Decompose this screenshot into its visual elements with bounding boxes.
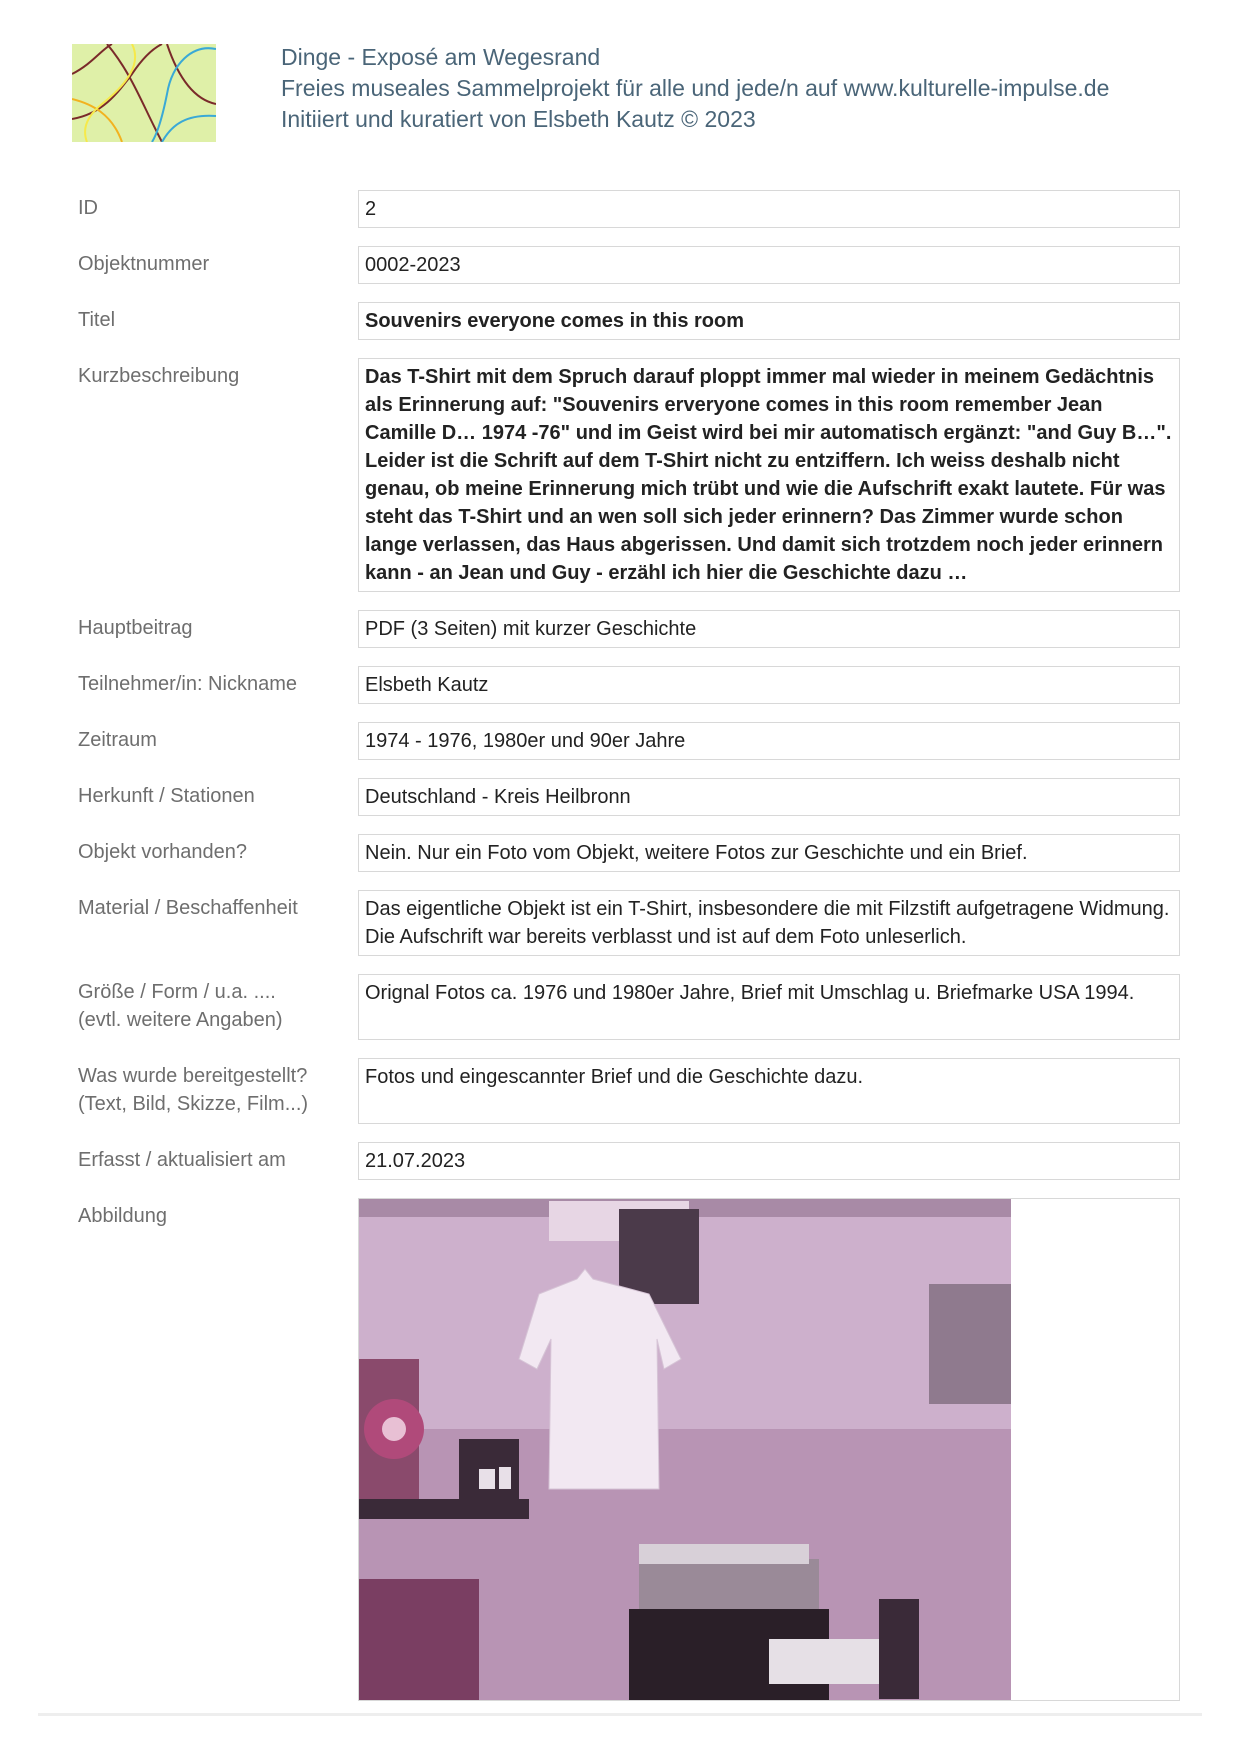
header-subtitle: Freies museales Sammelprojekt für alle und jede/n auf www.kulturelle-impulse.de xyxy=(281,75,1110,101)
label-zeitraum: Zeitraum xyxy=(78,729,157,751)
label-herkunft: Herkunft / Stationen xyxy=(78,785,255,807)
value-titel: Souvenirs everyone comes in this room xyxy=(358,302,1180,340)
value-erfasst: 21.07.2023 xyxy=(358,1142,1180,1180)
label-kurzbeschreibung: Kurzbeschreibung xyxy=(78,365,240,387)
row-zeitraum xyxy=(78,722,1198,760)
row-herkunft xyxy=(78,778,1198,816)
row-nickname xyxy=(78,666,1198,704)
label-bereitgestellt-main: Was wurde bereitgestellt? xyxy=(78,1065,308,1087)
row-objektnummer xyxy=(78,246,1198,284)
row-titel xyxy=(78,302,1198,340)
value-hauptbeitrag: PDF (3 Seiten) mit kurzer Geschichte xyxy=(358,610,1180,648)
image-frame xyxy=(358,1198,1180,1701)
row-erfasst xyxy=(78,1142,1198,1180)
label-nickname: Teilnehmer/in: Nickname xyxy=(78,673,297,695)
value-id: 2 xyxy=(358,190,1180,228)
project-logo xyxy=(72,44,216,142)
page-header xyxy=(72,40,1172,150)
label-bereitgestellt xyxy=(78,1058,358,1118)
label-abbildung: Abbildung xyxy=(78,1205,167,1227)
label-id: ID xyxy=(78,197,98,219)
value-zeitraum: 1974 - 1976, 1980er und 90er Jahre xyxy=(358,722,1180,760)
value-vorhanden: Nein. Nur ein Foto vom Objekt, weitere Fotos zur Geschichte und ein Brief. xyxy=(358,834,1180,872)
value-objektnummer: 0002-2023 xyxy=(358,246,1180,284)
value-kurzbeschreibung: Das T-Shirt mit dem Spruch darauf ploppt immer mal wieder in meinem Gedächtnis als Erinnerung auf: "Souvenirs erveryone comes in this room remember Jean Camille D… 1974 -76" und im Geist wird bei mir automatisch ergänzt: "and Guy B…". Leider ist die Schrift auf dem T-Shirt nicht zu entziffern. Ich weiss deshalb nicht genau, ob meine Erinnerung mich trübt und wie die Aufschrift exakt lautete. Für was steht das T-Shirt und an wen soll sich jeder erinnern? Das Zimmer wurde schon lange verlassen, das Haus abgerissen. Und damit sich trotzdem noch jeder erinnern kann - an Jean und Guy - erzähl ich hier die Geschichte dazu … xyxy=(358,358,1180,592)
row-abbildung xyxy=(78,1198,1198,1701)
label-hauptbeitrag: Hauptbeitrag xyxy=(78,617,193,639)
label-titel: Titel xyxy=(78,309,116,331)
row-hauptbeitrag xyxy=(78,610,1198,648)
footer-divider xyxy=(38,1713,1202,1716)
label-erfasst: Erfasst / aktualisiert am xyxy=(78,1149,286,1171)
row-material xyxy=(78,890,1198,956)
row-bereitgestellt xyxy=(78,1058,1198,1124)
row-kurzbeschreibung xyxy=(78,358,1198,592)
object-record xyxy=(78,190,1198,1719)
value-nickname: Elsbeth Kautz xyxy=(358,666,1180,704)
label-vorhanden: Objekt vorhanden? xyxy=(78,841,248,863)
value-bereitgestellt: Fotos und eingescannter Brief und die Geschichte dazu. xyxy=(358,1058,1180,1124)
row-vorhanden xyxy=(78,834,1198,872)
label-objektnummer: Objektnummer xyxy=(78,253,210,275)
label-groesse-main: Größe / Form / u.a. .... xyxy=(78,981,276,1003)
label-bereitgestellt-sub: (Text, Bild, Skizze, Film...) xyxy=(78,1093,309,1115)
row-groesse xyxy=(78,974,1198,1040)
label-material: Material / Beschaffenheit xyxy=(78,897,298,919)
label-groesse-sub: (evtl. weitere Angaben) xyxy=(78,1009,283,1031)
label-groesse xyxy=(78,974,358,1034)
object-photo xyxy=(359,1199,1011,1700)
value-herkunft: Deutschland - Kreis Heilbronn xyxy=(358,778,1180,816)
value-material: Das eigentliche Objekt ist ein T-Shirt, insbesondere die mit Filzstift aufgetragene Widmung. Die Aufschrift war bereits verblasst und ist auf dem Foto unleserlich. xyxy=(358,890,1180,956)
header-title: Dinge - Exposé am Wegesrand xyxy=(281,44,601,70)
header-credit: Initiiert und kuratiert von Elsbeth Kautz © 2023 xyxy=(281,106,756,132)
row-id xyxy=(78,190,1198,228)
value-groesse: Orignal Fotos ca. 1976 und 1980er Jahre, Brief mit Umschlag u. Briefmarke USA 1994. xyxy=(358,974,1180,1040)
